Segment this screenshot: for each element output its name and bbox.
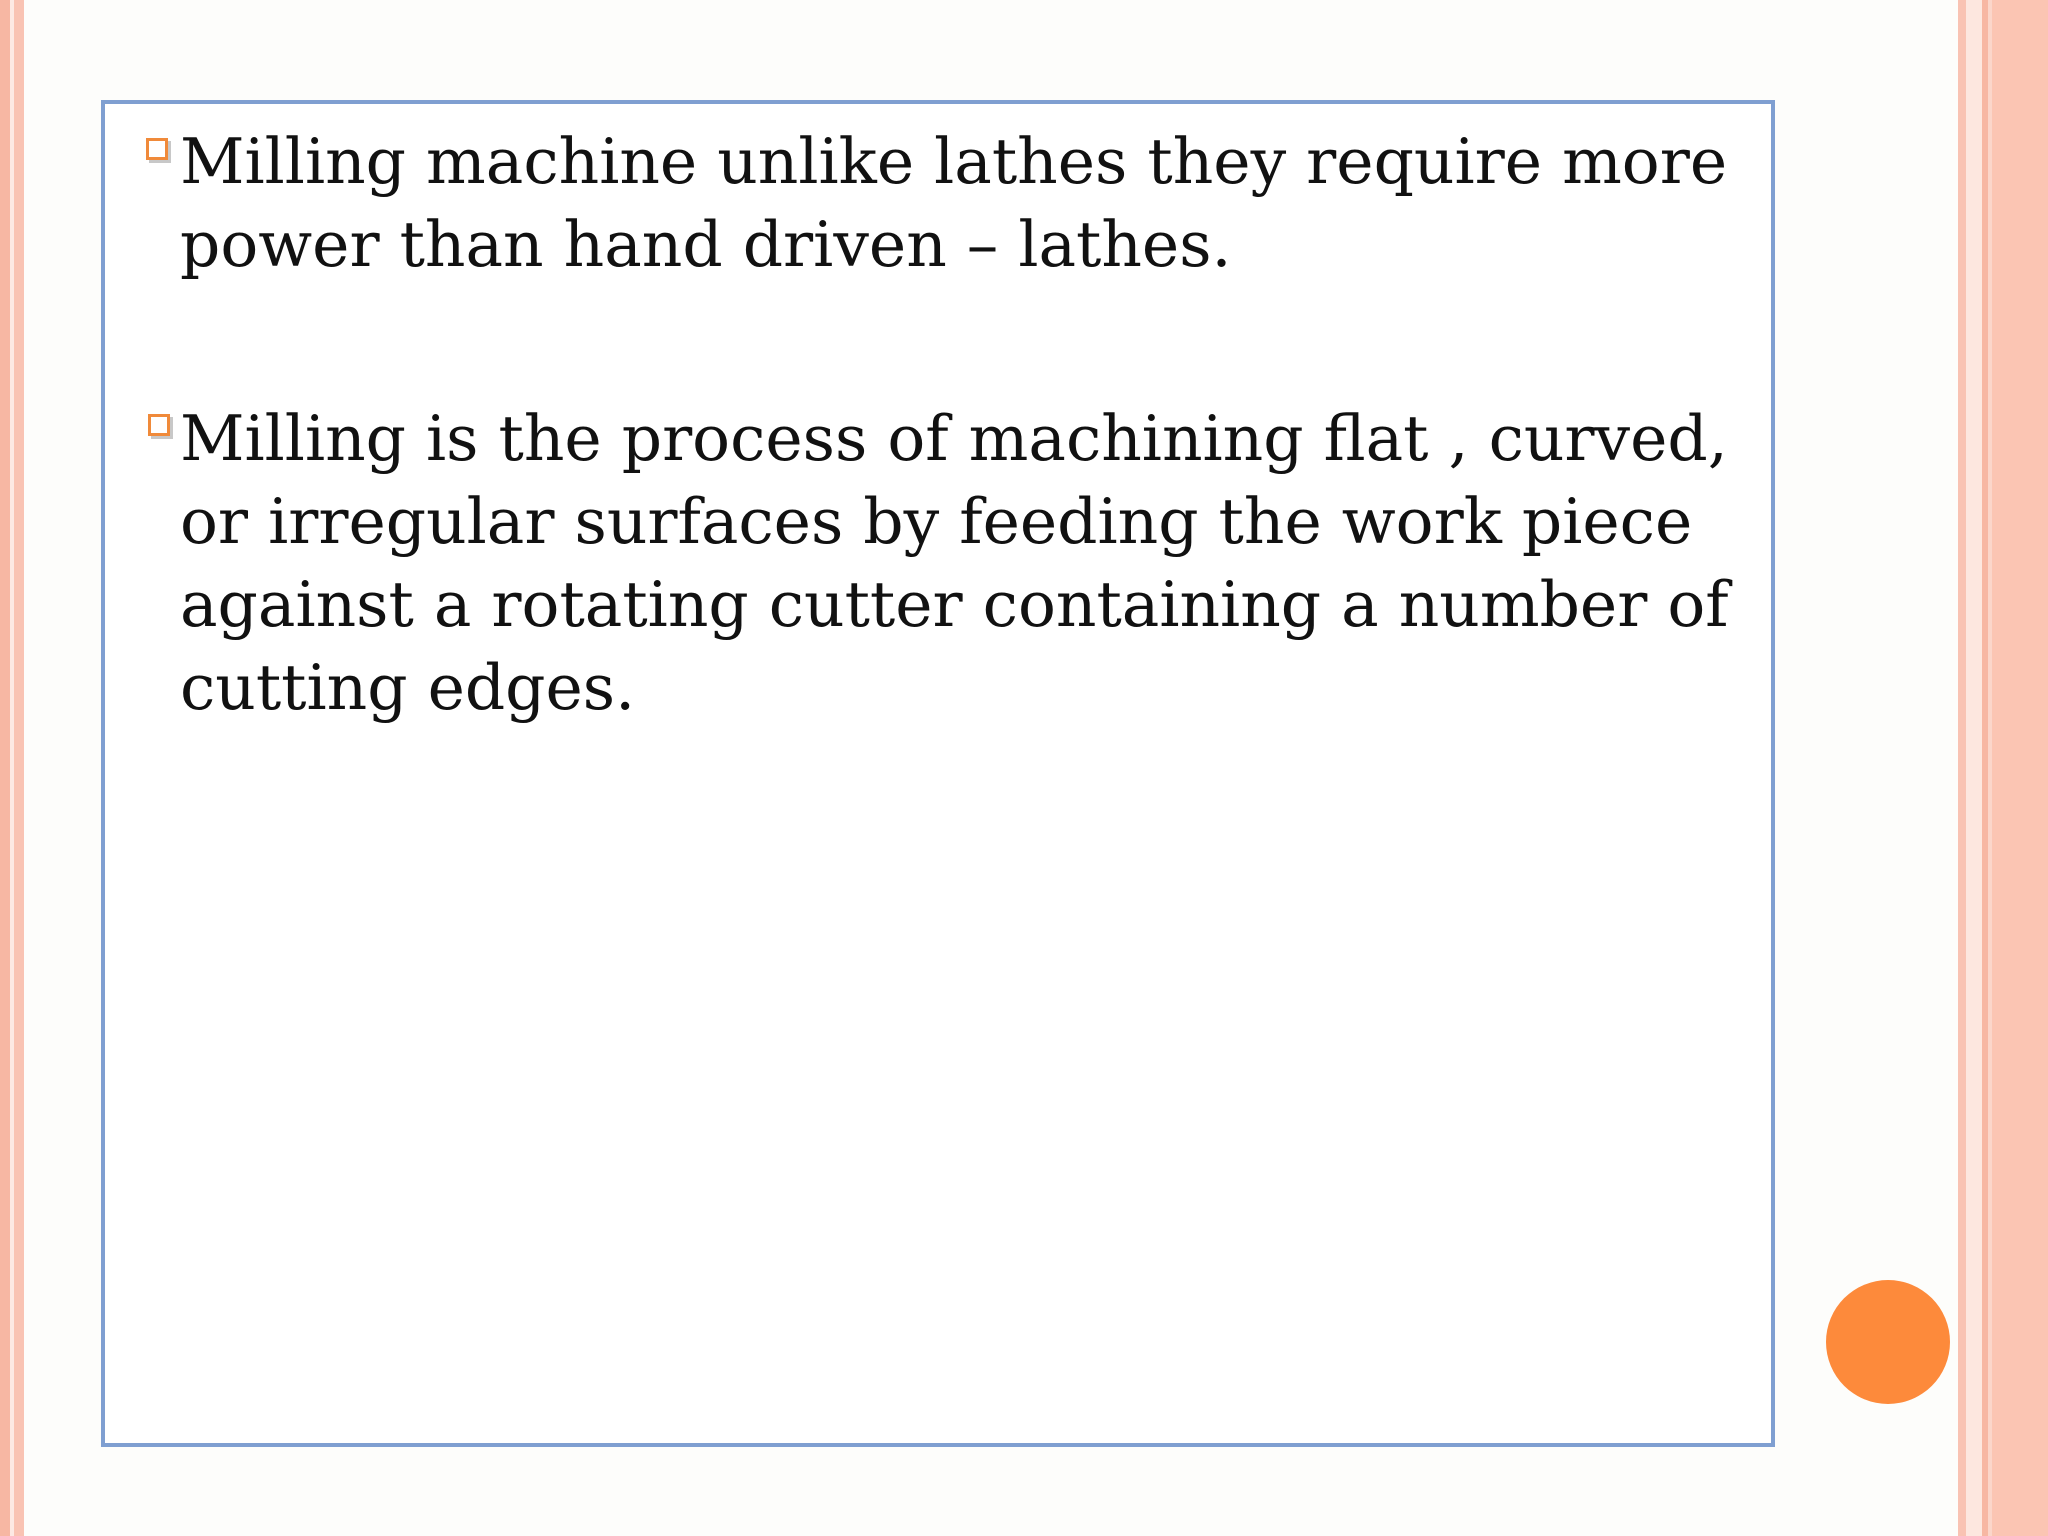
- hollow-square-bullet-icon: [148, 414, 170, 436]
- bullet-text-milling-machine: Milling machine unlike lathes they require more power than hand driven – lathes.: [180, 125, 1728, 281]
- right-decorative-stripe: [1966, 0, 1982, 1536]
- hollow-square-bullet-icon: [146, 138, 168, 160]
- right-decorative-stripe: [1958, 0, 1966, 1536]
- right-decorative-stripe: [1992, 0, 2048, 1536]
- left-decorative-stripe: [14, 0, 24, 1536]
- orange-circle-icon: [1826, 1280, 1950, 1404]
- content-frame: [101, 100, 1775, 1447]
- left-decorative-stripe: [0, 0, 10, 1536]
- bullet-text-milling-process: Milling is the process of machining flat , curved, or irregular surfaces by feeding the work piece against a rotating cutter containing a number of cutting edges.: [180, 402, 1729, 724]
